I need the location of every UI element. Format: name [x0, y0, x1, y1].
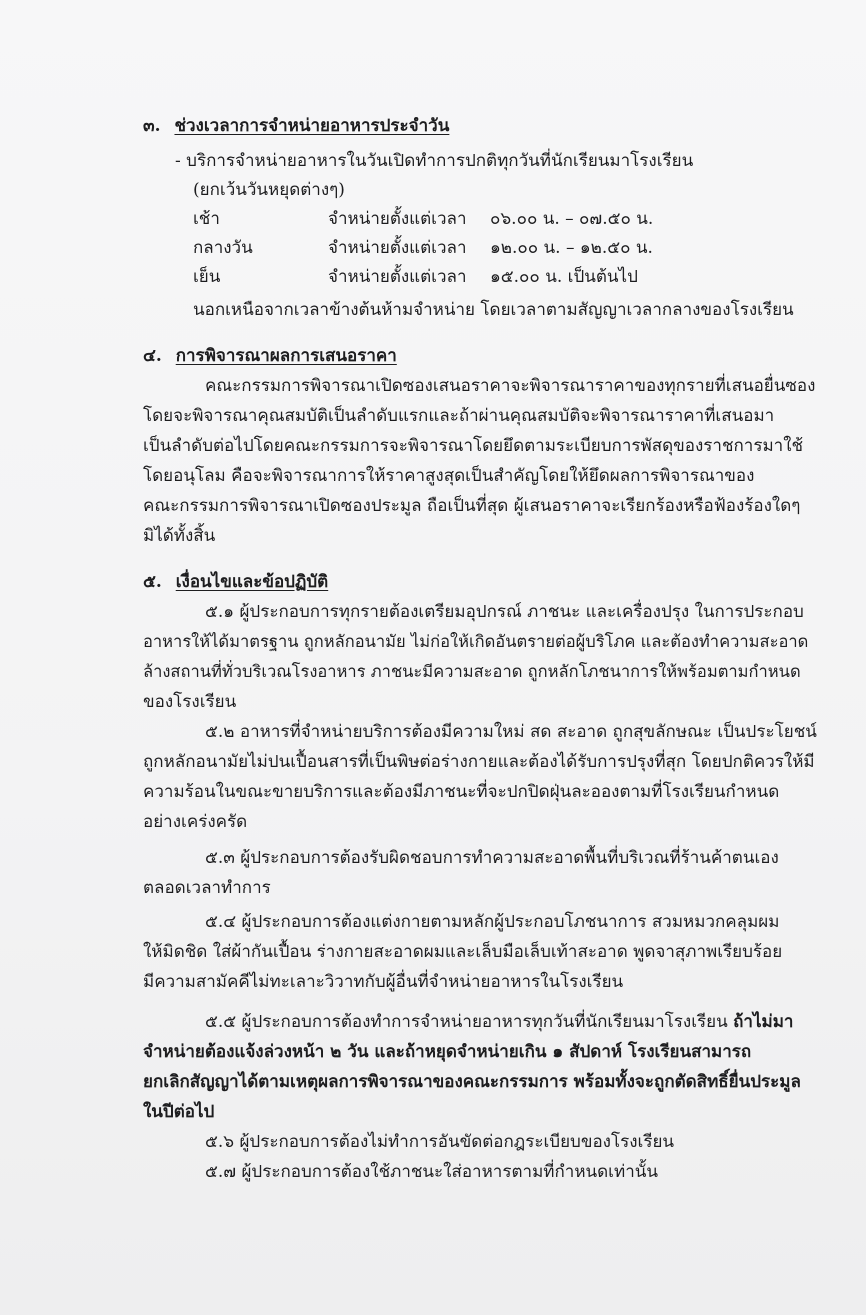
- schedule-meal-evening: เย็น: [193, 267, 221, 287]
- section-3-line-1: - บริการจำหน่ายอาหารในวันเปิดทำการปกติทุกวันที่นักเรียนมาโรงเรียน: [175, 151, 694, 171]
- section-4-line-5: คณะกรรมการพิจารณาเปิดซองประมูล ถือเป็นที่สุด ผู้เสนอราคาจะเรียกร้องหรือฟ้องร้องใดๆ: [143, 496, 801, 516]
- section-4-number: ๔.: [143, 346, 162, 366]
- clause-5-5-line-2: จำหน่ายต้องแจ้งล่วงหน้า ๒ วัน และถ้าหยุดจำหน่ายเกิน ๑ สัปดาห์ โรงเรียนสามารถ: [143, 1042, 752, 1062]
- clause-5-1-line-3: ล้างสถานที่ทั่วบริเวณโรงอาหาร ภาชนะมีความสะอาด ถูกหลักโภชนาการให้พร้อมตามกำหนด: [143, 662, 801, 681]
- clause-5-2-line-4: อย่างเคร่งครัด: [143, 812, 248, 832]
- section-4-line-4: โดยอนุโลม คือจะพิจารณาการให้ราคาสูงสุดเป็นสำคัญโดยให้ยึดผลการพิจารณาของ: [143, 466, 755, 486]
- schedule-time-evening: ๑๕.๐๐ น. เป็นต้นไป: [490, 267, 638, 287]
- clause-5-3-line-1: ๕.๓ ผู้ประกอบการต้องรับผิดชอบการทำความสะอาดพื้นที่บริเวณที่ร้านค้าตนเอง: [205, 848, 779, 868]
- clause-5-2-line-1: ๕.๒ อาหารที่จำหน่ายบริการต้องมีความใหม่ สด สะอาด ถูกสุขลักษณะ เป็นประโยชน์: [205, 722, 817, 742]
- schedule-time-noon: ๑๒.๐๐ น. – ๑๒.๕๐ น.: [490, 238, 653, 258]
- schedule-label-evening: จำหน่ายตั้งแต่เวลา: [328, 267, 467, 287]
- schedule-label-morning: จำหน่ายตั้งแต่เวลา: [328, 209, 467, 229]
- schedule-meal-noon: กลางวัน: [193, 238, 253, 258]
- section-3-heading: [143, 116, 449, 136]
- clause-5-5-line-1: [205, 1012, 793, 1032]
- section-4-line-1: คณะกรรมการพิจารณาเปิดซองเสนอราคาจะพิจารณาราคาของทุกรายที่เสนอยื่นซอง: [205, 376, 816, 396]
- section-3-line-2: (ยกเว้นวันหยุดต่างๆ): [193, 180, 345, 200]
- clause-5-5-bold-start: ถ้าไม่มา: [733, 1012, 794, 1032]
- clause-5-1-line-1: ๕.๑ ผู้ประกอบการทุกรายต้องเตรียมอุปกรณ์ ภาชนะ และเครื่องปรุง ในการประกอบ: [205, 602, 804, 622]
- schedule-meal-morning: เช้า: [193, 209, 220, 229]
- clause-5-5-line-3: ยกเลิกสัญญาได้ตามเหตุผลการพิจารณาของคณะกรรมการ พร้อมทั้งจะถูกตัดสิทธิ์ยื่นประมูล: [143, 1072, 801, 1092]
- clause-5-4-line-3: มีความสามัคคีไม่ทะเลาะวิวาทกับผู้อื่นที่จำหน่ายอาหารในโรงเรียน: [143, 972, 624, 992]
- schedule-label-noon: จำหน่ายตั้งแต่เวลา: [328, 238, 467, 258]
- clause-5-1-line-4: ของโรงเรียน: [143, 692, 237, 712]
- schedule-time-morning: ๐๖.๐๐ น. – ๐๗.๕๐ น.: [490, 209, 654, 229]
- section-4-line-3: เป็นลำดับต่อไปโดยคณะกรรมการจะพิจารณาโดยยึดตามระเบียบการพัสดุของราชการมาใช้: [143, 436, 804, 456]
- clause-5-2-line-3: ความร้อนในขณะขายบริการและต้องมีภาชนะที่จะปกปิดฝุ่นละอองตามที่โรงเรียนกำหนด: [143, 782, 780, 802]
- clause-5-5-lead: ๕.๕ ผู้ประกอบการต้องทำการจำหน่ายอาหารทุกวันที่นักเรียนมาโรงเรียน: [205, 1012, 734, 1032]
- section-5-title: เงื่อนไขและข้อปฏิบัติ: [175, 572, 329, 592]
- section-3-title: ช่วงเวลาการจำหน่ายอาหารประจำวัน: [174, 116, 450, 136]
- section-5-number: ๕.: [143, 572, 162, 592]
- clause-5-4-line-2: ให้มิดชิด ใส่ผ้ากันเปื้อน ร่างกายสะอาดผมและเล็บมือเล็บเท้าสะอาด พูดจาสุภาพเรียบร้อย: [143, 942, 783, 962]
- section-4-line-6: มิได้ทั้งสิ้น: [143, 526, 216, 546]
- clause-5-4-line-1: ๕.๔ ผู้ประกอบการต้องแต่งกายตามหลักผู้ประกอบโภชนาการ สวมหมวกคลุมผม: [205, 912, 780, 932]
- section-3-note: นอกเหนือจากเวลาข้างต้นห้ามจำหน่าย โดยเวลาตามสัญญาเวลากลางของโรงเรียน: [193, 300, 794, 320]
- section-5-heading: [143, 572, 328, 592]
- section-3-number: ๓.: [143, 116, 161, 136]
- clause-5-6: ๕.๖ ผู้ประกอบการต้องไม่ทำการอันขัดต่อกฎระเบียบของโรงเรียน: [205, 1132, 675, 1152]
- clause-5-2-line-2: ถูกหลักอนามัยไม่ปนเปื้อนสารที่เป็นพิษต่อร่างกายและต้องได้รับการปรุงที่สุก โดยปกติควรให้มี: [143, 752, 815, 772]
- clause-5-3-line-2: ตลอดเวลาทำการ: [143, 878, 271, 898]
- section-4-title: การพิจารณาผลการเสนอราคา: [175, 346, 397, 366]
- clause-5-5-line-4: ในปีต่อไป: [143, 1102, 215, 1122]
- section-4-line-2: โดยจะพิจารณาคุณสมบัติเป็นลำดับแรกและถ้าผ่านคุณสมบัติจะพิจารณาราคาที่เสนอมา: [143, 406, 775, 426]
- clause-5-1-line-2: อาหารให้ได้มาตรฐาน ถูกหลักอนามัย ไม่ก่อให้เกิดอันตรายต่อผู้บริโภค และต้องทำความสะอาด: [143, 632, 809, 651]
- clause-5-7: ๕.๗ ผู้ประกอบการต้องใช้ภาชนะใส่อาหารตามที่กำหนดเท่านั้น: [205, 1162, 658, 1182]
- section-4-heading: [143, 346, 397, 366]
